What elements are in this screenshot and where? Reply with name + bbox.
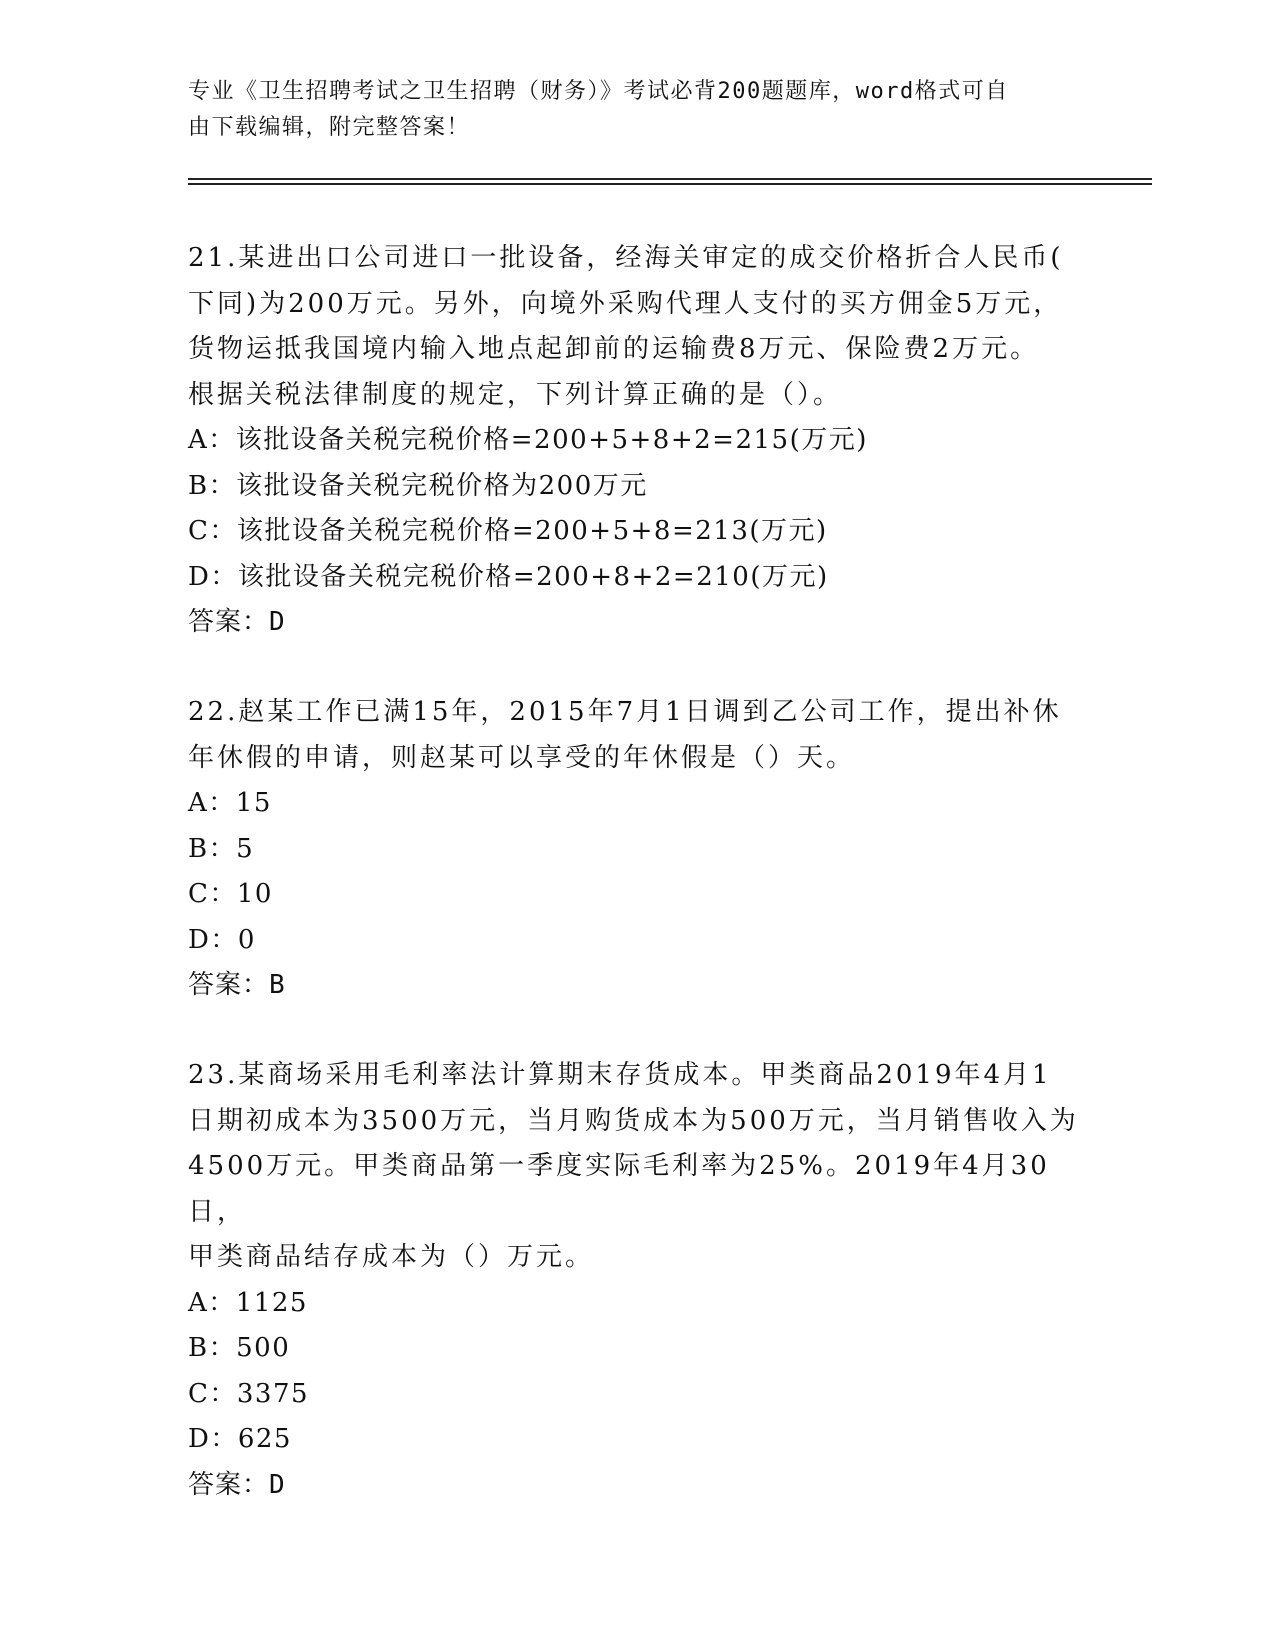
header-line-1: 专业《卫生招聘考试之卫生招聘（财务）》考试必背200题题库，word格式可自	[188, 79, 1009, 104]
question-stem	[188, 690, 1088, 781]
option-c: C：10	[188, 879, 273, 909]
stem-line: 下同)为200万元。另外，向境外采购代理人支付的买方佣金5万元，	[188, 288, 1063, 319]
option-d: D：该批设备关税完税价格=200+8+2=210(万元)	[188, 561, 829, 592]
stem-line: 货物运抵我国境内输入地点起卸前的运输费8万元、保险费2万元。	[188, 334, 1040, 364]
option-a: A：该批设备关税完税价格=200+5+8+2=215(万元)	[188, 425, 868, 455]
header-divider-top	[188, 178, 1152, 180]
stem-line: 21.某进出口公司进口一批设备，经海关审定的成交价格折合人民币(	[188, 243, 1064, 273]
option-c: C：该批设备关税完税价格=200+5+8=213(万元)	[188, 516, 828, 546]
answer: 答案：B	[188, 970, 286, 1000]
stem-line: 4500万元。甲类商品第一季度实际毛利率为25%。2019年4月30日，	[188, 1151, 1050, 1227]
answer: 答案：D	[188, 607, 286, 637]
document-header	[188, 74, 1068, 146]
header-divider-bottom	[188, 183, 1152, 185]
question-21	[188, 236, 1088, 646]
option-c: C：3375	[188, 1378, 310, 1409]
answer: 答案：D	[188, 1469, 286, 1500]
question-22	[188, 690, 1088, 1009]
question-stem	[188, 236, 1088, 418]
option-b: B：500	[188, 1333, 291, 1363]
option-d: D：0	[188, 924, 256, 955]
stem-line: 甲类商品结存成本为（）万元。	[188, 1242, 595, 1272]
question-stem	[188, 1053, 1088, 1281]
option-b: B：5	[188, 833, 255, 864]
stem-line: 年休假的申请，则赵某可以享受的年休假是（）天。	[188, 742, 856, 773]
option-d: D：625	[188, 1424, 292, 1454]
stem-line: 日期初成本为3500万元，当月购货成本为500万元，当月销售收入为	[188, 1105, 1079, 1136]
stem-line: 23.某商场采用毛利率法计算期末存货成本。甲类商品2019年4月1	[188, 1060, 1052, 1090]
option-a: A：15	[188, 788, 272, 818]
stem-line: 根据关税法律制度的规定，下列计算正确的是（）。	[188, 379, 843, 410]
stem-line: 22.赵某工作已满15年，2015年7月1日调到乙公司工作，提出补休	[188, 697, 1062, 727]
header-line-2: 由下载编辑，附完整答案！	[188, 115, 471, 140]
option-b: B：该批设备关税完税价格为200万元	[188, 470, 648, 501]
option-a: A：1125	[188, 1287, 308, 1318]
question-23	[188, 1053, 1088, 1508]
